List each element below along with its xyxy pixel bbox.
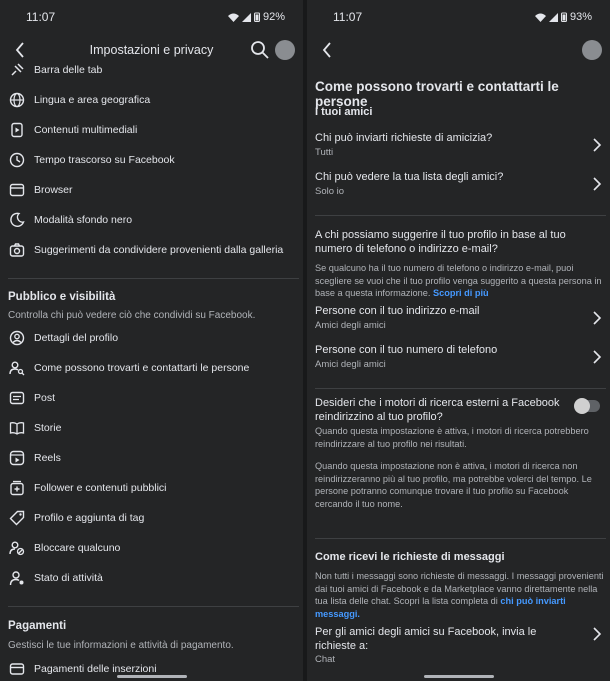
menu-item-label: Follower e contenuti pubblici: [34, 482, 167, 494]
status-indicators: [228, 11, 285, 23]
chevron-right-icon: [592, 350, 602, 364]
menu-item-label: Storie: [34, 422, 62, 434]
section-divider: [8, 278, 299, 279]
menu-item-label: Dettagli del profilo: [34, 332, 119, 344]
menu-item-dark-mode[interactable]: [0, 205, 303, 235]
book-icon: [8, 419, 26, 437]
menu-item-label: Come possono trovarti e contattarti le persone: [34, 362, 250, 374]
setting-value: Amici degli amici: [315, 320, 386, 331]
home-indicator[interactable]: [117, 675, 187, 678]
section-subtitle-payments: Gestisci le tue informazioni e attività di pagamento.: [8, 640, 234, 651]
post-icon: [8, 389, 26, 407]
menu-item-find-contact[interactable]: [0, 353, 303, 383]
settings-screen: [0, 0, 303, 681]
setting-value: Tutti: [315, 147, 334, 158]
wifi-icon: [535, 13, 546, 22]
setting-question: Persone con il tuo numero di telefono: [315, 344, 498, 356]
menu-item-label: Contenuti multimediali: [34, 124, 138, 136]
signal-icon: [242, 13, 251, 22]
menu-item-label: Reels: [34, 452, 61, 464]
browser-icon: [8, 181, 26, 199]
setting-question: Chi può vedere la tua lista degli amici?: [315, 171, 504, 183]
clock-icon: [8, 151, 26, 169]
profile-icon: [8, 329, 26, 347]
section-title-suggest: A chi possiamo suggerire il tuo profilo in base al tuo numero di telefono o indirizzo e-mail?: [315, 229, 566, 255]
section-divider: [315, 215, 606, 216]
section-title-friends: I tuoi amici: [315, 106, 373, 118]
menu-item-profile-details[interactable]: [0, 323, 303, 353]
setting-value: Chat: [315, 654, 336, 665]
setting-value: Solo io: [315, 186, 345, 197]
menu-item-blocking[interactable]: [0, 533, 303, 563]
who-can-message-link[interactable]: chi può inviarti messaggi.: [315, 596, 566, 619]
menu-item-language[interactable]: [0, 85, 303, 115]
messages-description: Non tutti i messaggi sono richieste di messaggi. I messaggi provenienti dai tuoi amici di Facebook e da Marketplace vanno direttamente nella tua lista delle chat. Scopri la lista completa di chi può inviarti messaggi.: [315, 571, 604, 619]
status-bar: [0, 0, 303, 34]
section-divider: [8, 606, 299, 607]
menu-item-media[interactable]: [0, 115, 303, 145]
payments-icon: [8, 660, 26, 678]
followers-icon: [8, 479, 26, 497]
search-engine-question: Desideri che i motori di ricerca esterni a Facebook reindirizzino al tuo profilo?: [315, 397, 560, 423]
menu-item-browser[interactable]: [0, 175, 303, 205]
menu-item-label: Profilo e aggiunta di tag: [34, 512, 145, 524]
section-title-messages: Come ricevi le richieste di messaggi: [315, 551, 505, 563]
section-title-payments: Pagamenti: [8, 620, 67, 632]
menu-item-label: Browser: [34, 184, 73, 196]
signal-icon: [549, 13, 558, 22]
battery-level: 92%: [262, 11, 285, 23]
chevron-right-icon: [592, 627, 602, 641]
home-indicator[interactable]: [424, 675, 494, 678]
setting-value: Amici degli amici: [315, 359, 386, 370]
setting-question: Persone con il tuo indirizzo e-mail: [315, 305, 480, 317]
suggest-description: Se qualcuno ha il tuo numero di telefono o indirizzo e-mail, puoi scegliere se vuoi che il tuo profilo venga suggerito a questa persona in base a questa informazione. Scopri di più: [315, 263, 602, 298]
search-engine-on-desc: Quando questa impostazione è attiva, i motori di ricerca potrebbero reindirizzare al tuo profilo nei risultati.: [315, 426, 589, 449]
menu-item-tagging[interactable]: [0, 503, 303, 533]
status-indicators: [535, 11, 592, 23]
menu-item-label: Suggerimenti da condividere provenienti dalla galleria: [34, 244, 284, 256]
find-contact-screen: [307, 0, 610, 681]
search-engine-off-desc: Quando questa impostazione non è attiva, i motori di ricerca non reindirizzeranno più al tuo profilo, ma potrebbe volerci del tempo. Le persone potranno comunque trovare il tuo profilo su Facebook cercando il tuo nome.: [315, 461, 592, 509]
menu-item-label: Modalità sfondo nero: [34, 214, 133, 226]
menu-item-label: Barra delle tab: [34, 64, 103, 76]
block-user-icon: [8, 539, 26, 557]
menu-item-followers[interactable]: [0, 473, 303, 503]
search-engine-toggle[interactable]: [576, 400, 600, 412]
battery-icon: [561, 12, 567, 22]
media-icon: [8, 121, 26, 139]
pin-icon: [8, 61, 26, 79]
menu-item-posts[interactable]: [0, 383, 303, 413]
menu-item-time-spent[interactable]: [0, 145, 303, 175]
avatar[interactable]: [582, 40, 602, 60]
status-bar: [307, 0, 610, 34]
menu-item-gallery-suggestions[interactable]: [0, 235, 303, 265]
page-title: Come possono trovarti e contattarti le persone: [315, 79, 559, 109]
tag-icon: [8, 509, 26, 527]
menu-item-label: Lingua e area geografica: [34, 94, 151, 106]
section-subtitle-public: Controlla chi può vedere ciò che condividi su Facebook.: [8, 310, 256, 321]
menu-item-tab-bar[interactable]: [0, 55, 303, 85]
battery-icon: [254, 12, 260, 22]
moon-icon: [8, 211, 26, 229]
camera-icon: [8, 241, 26, 259]
menu-item-activity-status[interactable]: [0, 563, 303, 593]
menu-item-label: Pagamenti delle inserzioni: [34, 663, 157, 675]
battery-level: 93%: [569, 11, 592, 23]
status-time: 11:07: [26, 10, 56, 24]
section-divider: [315, 388, 606, 389]
find-people-icon: [8, 359, 26, 377]
reels-icon: [8, 449, 26, 467]
chevron-right-icon: [592, 177, 602, 191]
menu-item-label: Bloccare qualcuno: [34, 542, 121, 554]
globe-icon: [8, 91, 26, 109]
status-time: 11:07: [333, 10, 363, 24]
menu-item-stories[interactable]: [0, 413, 303, 443]
chevron-right-icon: [592, 311, 602, 325]
activity-icon: [8, 569, 26, 587]
wifi-icon: [228, 13, 239, 22]
section-title-public: Pubblico e visibilità: [8, 291, 116, 303]
menu-item-label: Post: [34, 392, 56, 404]
section-divider: [315, 538, 606, 539]
top-bar: [307, 34, 610, 66]
back-arrow-icon[interactable]: [315, 38, 339, 62]
menu-item-label: Tempo trascorso su Facebook: [34, 154, 175, 166]
chevron-right-icon: [592, 138, 602, 152]
page-title: Impostazioni e privacy: [89, 43, 214, 57]
learn-more-link[interactable]: Scopri di più: [433, 288, 489, 298]
menu-item-reels[interactable]: [0, 443, 303, 473]
menu-item-label: Stato di attività: [34, 572, 103, 584]
setting-question: Per gli amici degli amici su Facebook, invia le richieste a:: [315, 626, 537, 652]
setting-question: Chi può inviarti richieste di amicizia?: [315, 132, 493, 144]
